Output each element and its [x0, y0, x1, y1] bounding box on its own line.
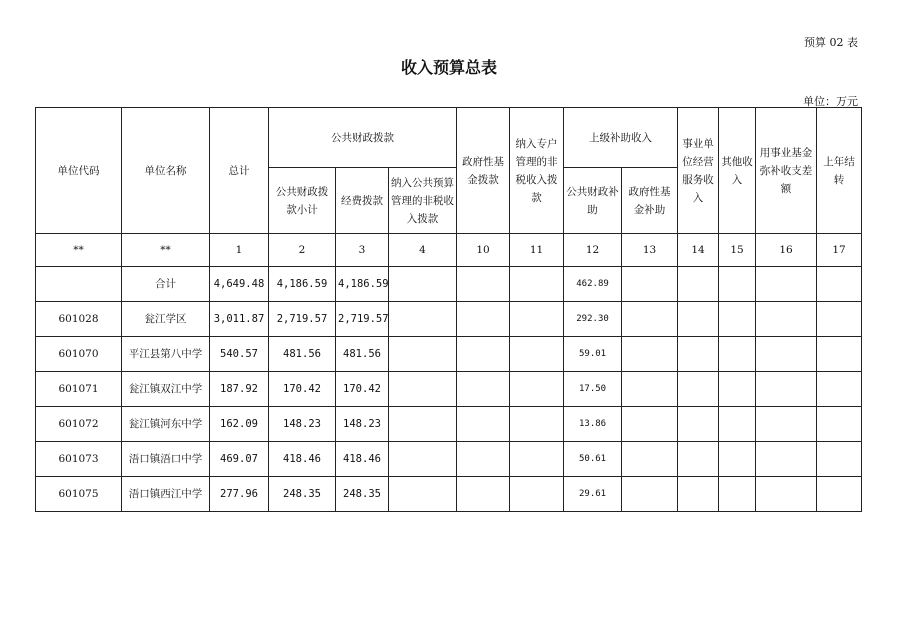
index-cell: ** — [122, 234, 210, 267]
expense-cell: 418.46 — [336, 442, 389, 477]
empty-cell — [510, 372, 564, 407]
header-other-income: 其他收入 — [719, 108, 756, 234]
unit-name-cell: 浯口镇浯口中学 — [122, 442, 210, 477]
empty-cell — [622, 372, 678, 407]
total-cell: 162.09 — [210, 407, 269, 442]
empty-cell — [389, 407, 457, 442]
table-row-total — [36, 267, 862, 302]
subtotal-cell: 248.35 — [269, 477, 336, 512]
empty-cell — [817, 267, 862, 302]
index-cell: ** — [36, 234, 122, 267]
empty-cell — [457, 302, 510, 337]
empty-cell — [719, 407, 756, 442]
unit-name-cell: 瓮江镇双江中学 — [122, 372, 210, 407]
subsidy-cell: 50.61 — [564, 442, 622, 477]
empty-cell — [817, 442, 862, 477]
header-unit-code: 单位代码 — [36, 108, 122, 234]
header-public-fiscal-subsidy: 公共财政补助 — [564, 168, 622, 234]
empty-cell — [756, 407, 817, 442]
empty-cell — [678, 302, 719, 337]
empty-cell — [719, 267, 756, 302]
table-row — [36, 407, 862, 442]
total-cell: 3,011.87 — [210, 302, 269, 337]
empty-cell — [389, 337, 457, 372]
table-row — [36, 337, 862, 372]
empty-cell — [622, 302, 678, 337]
subtotal-cell: 4,186.59 — [269, 267, 336, 302]
empty-cell — [756, 267, 817, 302]
index-cell: 12 — [564, 234, 622, 267]
unit-label: 单位：万元 — [803, 95, 858, 108]
index-cell: 3 — [336, 234, 389, 267]
subtotal-cell: 148.23 — [269, 407, 336, 442]
unit-code-cell: 601075 — [36, 477, 122, 512]
empty-cell — [817, 372, 862, 407]
empty-cell — [817, 477, 862, 512]
unit-code-cell — [36, 267, 122, 302]
unit-name-cell: 瓮江镇河东中学 — [122, 407, 210, 442]
empty-cell — [756, 477, 817, 512]
header-unit-name: 单位名称 — [122, 108, 210, 234]
form-code: 预算 02 表 — [804, 36, 858, 49]
empty-cell — [719, 442, 756, 477]
index-cell: 17 — [817, 234, 862, 267]
empty-cell — [817, 302, 862, 337]
empty-cell — [457, 442, 510, 477]
header-gov-fund: 政府性基金拨款 — [457, 108, 510, 234]
subtotal-cell: 170.42 — [269, 372, 336, 407]
unit-name-cell: 浯口镇西江中学 — [122, 477, 210, 512]
empty-cell — [622, 477, 678, 512]
empty-cell — [622, 267, 678, 302]
index-cell: 11 — [510, 234, 564, 267]
index-cell: 13 — [622, 234, 678, 267]
empty-cell — [756, 372, 817, 407]
empty-cell — [622, 407, 678, 442]
unit-code-cell: 601071 — [36, 372, 122, 407]
total-cell: 277.96 — [210, 477, 269, 512]
index-cell: 16 — [756, 234, 817, 267]
subsidy-cell: 13.86 — [564, 407, 622, 442]
empty-cell — [457, 267, 510, 302]
empty-cell — [510, 477, 564, 512]
subtotal-cell: 481.56 — [269, 337, 336, 372]
empty-cell — [719, 302, 756, 337]
unit-code-cell: 601028 — [36, 302, 122, 337]
expense-cell: 248.35 — [336, 477, 389, 512]
subsidy-cell: 292.30 — [564, 302, 622, 337]
empty-cell — [457, 407, 510, 442]
subsidy-cell: 462.89 — [564, 267, 622, 302]
empty-cell — [510, 267, 564, 302]
header-public-fiscal-subtotal: 公共财政拨款小计 — [269, 168, 336, 234]
table-row — [36, 442, 862, 477]
expense-cell: 2,719.57 — [336, 302, 389, 337]
empty-cell — [719, 477, 756, 512]
header-gov-fund-subsidy: 政府性基金补助 — [622, 168, 678, 234]
expense-cell: 4,186.59 — [336, 267, 389, 302]
empty-cell — [817, 407, 862, 442]
index-cell: 10 — [457, 234, 510, 267]
unit-name-cell: 合计 — [122, 267, 210, 302]
empty-cell — [457, 337, 510, 372]
empty-cell — [389, 442, 457, 477]
empty-cell — [510, 302, 564, 337]
empty-cell — [510, 407, 564, 442]
empty-cell — [756, 442, 817, 477]
empty-cell — [678, 407, 719, 442]
subtotal-cell: 2,719.57 — [269, 302, 336, 337]
empty-cell — [510, 337, 564, 372]
header-special-nontax: 纳入专户管理的非税收入拨款 — [510, 108, 564, 234]
subsidy-cell: 17.50 — [564, 372, 622, 407]
empty-cell — [756, 302, 817, 337]
empty-cell — [457, 372, 510, 407]
empty-cell — [389, 267, 457, 302]
empty-cell — [389, 372, 457, 407]
empty-cell — [678, 442, 719, 477]
total-cell: 4,649.48 — [210, 267, 269, 302]
table-row — [36, 302, 862, 337]
header-nontax-in-budget: 纳入公共预算管理的非税收入拨款 — [389, 168, 457, 234]
unit-code-cell: 601072 — [36, 407, 122, 442]
empty-cell — [719, 337, 756, 372]
expense-cell: 148.23 — [336, 407, 389, 442]
unit-name-cell: 平江县第八中学 — [122, 337, 210, 372]
header-expense-allocation: 经费拨款 — [336, 168, 389, 234]
empty-cell — [622, 442, 678, 477]
header-superior-subsidy: 上级补助收入 — [564, 108, 678, 168]
empty-cell — [389, 302, 457, 337]
index-cell: 15 — [719, 234, 756, 267]
empty-cell — [678, 267, 719, 302]
empty-cell — [719, 372, 756, 407]
unit-name-cell: 瓮江学区 — [122, 302, 210, 337]
empty-cell — [756, 337, 817, 372]
empty-cell — [457, 477, 510, 512]
index-cell: 2 — [269, 234, 336, 267]
subsidy-cell: 29.61 — [564, 477, 622, 512]
expense-cell: 481.56 — [336, 337, 389, 372]
empty-cell — [817, 337, 862, 372]
unit-code-cell: 601070 — [36, 337, 122, 372]
header-business-fund: 用事业基金弥补收支差额 — [756, 108, 817, 234]
expense-cell: 170.42 — [336, 372, 389, 407]
unit-code-cell: 601073 — [36, 442, 122, 477]
index-cell: 14 — [678, 234, 719, 267]
subsidy-cell: 59.01 — [564, 337, 622, 372]
total-cell: 469.07 — [210, 442, 269, 477]
income-budget-table — [35, 107, 862, 512]
total-cell: 187.92 — [210, 372, 269, 407]
column-index-row — [36, 234, 862, 267]
page-title: 收入预算总表 — [400, 58, 497, 77]
empty-cell — [678, 337, 719, 372]
empty-cell — [678, 372, 719, 407]
table-row — [36, 372, 862, 407]
header-total: 总计 — [210, 108, 269, 234]
empty-cell — [678, 477, 719, 512]
header-carryover: 上年结转 — [817, 108, 862, 234]
total-cell: 540.57 — [210, 337, 269, 372]
index-cell: 1 — [210, 234, 269, 267]
empty-cell — [622, 337, 678, 372]
header-business-service: 事业单位经营服务收入 — [678, 108, 719, 234]
subtotal-cell: 418.46 — [269, 442, 336, 477]
empty-cell — [389, 477, 457, 512]
index-cell: 4 — [389, 234, 457, 267]
table-row — [36, 477, 862, 512]
header-public-fiscal: 公共财政拨款 — [269, 108, 457, 168]
empty-cell — [510, 442, 564, 477]
